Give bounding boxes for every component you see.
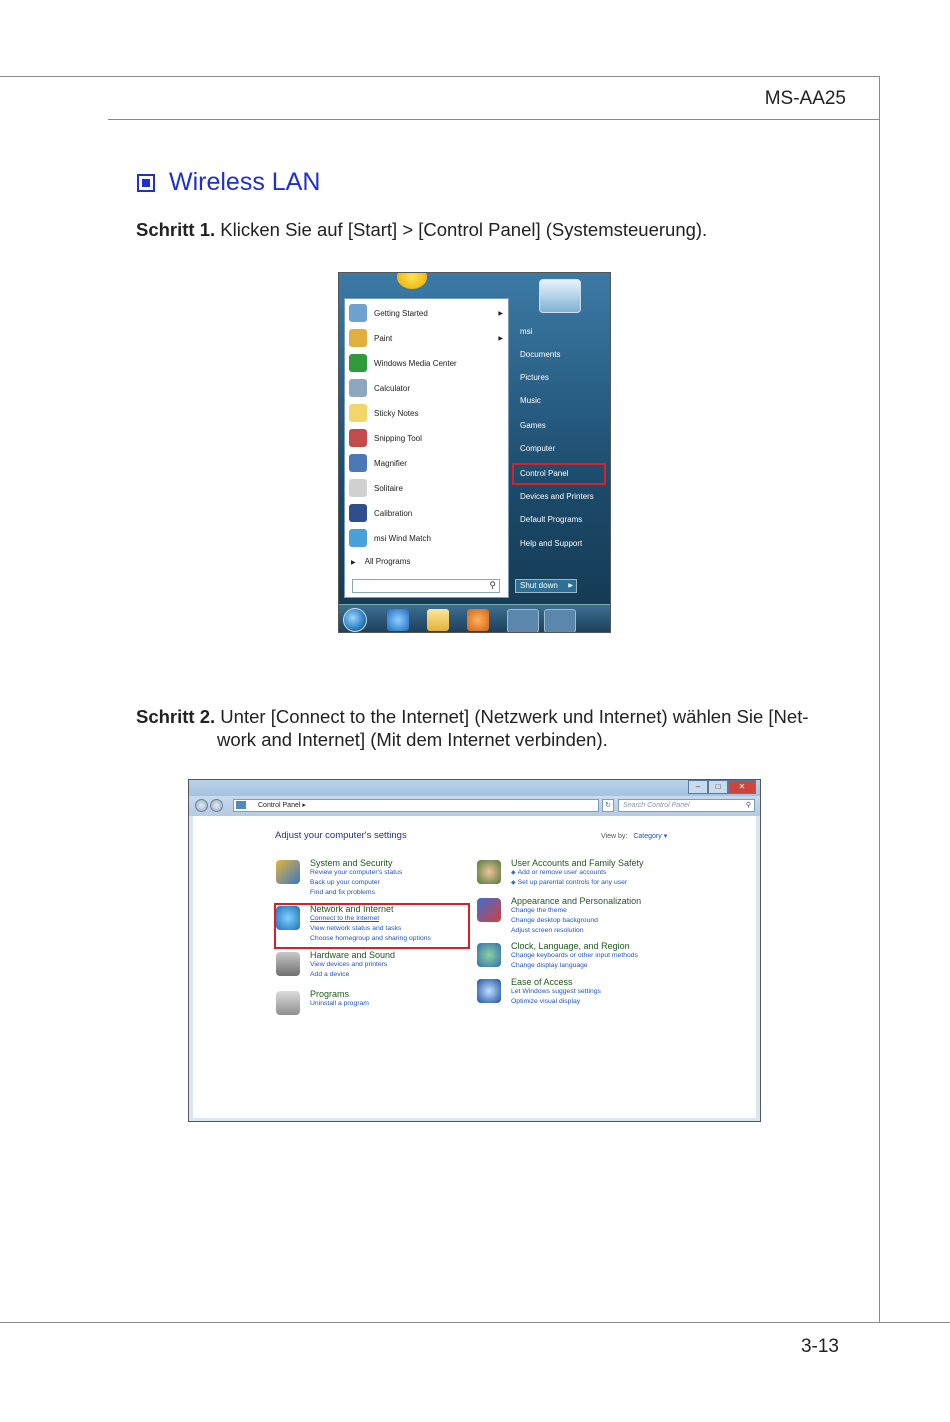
- section-title: Wireless LAN: [169, 168, 321, 196]
- minimize-icon[interactable]: –: [688, 780, 708, 794]
- start-program-item[interactable]: [349, 476, 507, 500]
- category-link[interactable]: Change display language: [511, 962, 588, 969]
- category-link[interactable]: Optimize visual display: [511, 998, 581, 1005]
- view-by-value: Category: [633, 833, 662, 840]
- snipping-tool-icon: [349, 429, 367, 447]
- folder-icon[interactable]: [427, 609, 449, 631]
- category-title[interactable]: Hardware and Sound: [310, 950, 396, 960]
- category-link[interactable]: Choose homegroup and sharing options: [310, 935, 431, 942]
- start-program-item[interactable]: [349, 351, 507, 375]
- forward-icon[interactable]: [210, 799, 223, 812]
- start-program-label: Sticky Notes: [374, 408, 419, 418]
- clock-language-icon[interactable]: [477, 943, 501, 967]
- step-1: [136, 218, 707, 241]
- view-by-dropdown[interactable]: Category ▾: [633, 833, 668, 840]
- calibration-icon: [349, 504, 367, 522]
- start-place-item[interactable]: Computer: [520, 444, 556, 453]
- control-panel-taskbar-icon[interactable]: [544, 609, 576, 633]
- control-panel-icon: [236, 801, 246, 809]
- start-place-item[interactable]: Help and Support: [520, 539, 583, 548]
- address-bar: [189, 796, 760, 816]
- calculator-icon: [349, 379, 367, 397]
- start-orb-icon[interactable]: [343, 608, 367, 632]
- paint-taskbar-icon[interactable]: [507, 609, 539, 633]
- window-titlebar: [189, 780, 760, 796]
- start-place-item[interactable]: Devices and Printers: [520, 492, 594, 501]
- chevron-right-icon[interactable]: ▶: [568, 583, 573, 589]
- start-program-label: Snipping Tool: [374, 433, 422, 443]
- media-player-icon[interactable]: [467, 609, 489, 631]
- category-link[interactable]: View network status and tasks: [310, 925, 402, 932]
- category-link[interactable]: Change desktop background: [511, 917, 598, 924]
- control-panel-highlight-box: [512, 463, 606, 485]
- wind-match-icon: [349, 529, 367, 547]
- all-programs[interactable]: ▶ All Programs: [351, 557, 410, 566]
- refresh-icon[interactable]: ↻: [602, 799, 614, 812]
- start-place-item[interactable]: Control Panel: [520, 469, 569, 478]
- step-2: [136, 705, 809, 751]
- step-2-continuation: work and Internet] (Mit dem Internet verbinden).: [217, 729, 608, 750]
- category-link[interactable]: ◆ Add or remove user accounts: [511, 869, 606, 876]
- category-link[interactable]: Review your computer's status: [310, 869, 403, 876]
- start-program-label: Magnifier: [374, 458, 407, 468]
- start-program-item[interactable]: [349, 501, 507, 525]
- start-program-item[interactable]: [349, 451, 507, 475]
- section-heading: [137, 168, 320, 197]
- category-title[interactable]: Programs: [310, 989, 350, 999]
- start-menu-screenshot: [338, 272, 611, 633]
- header-rule: [108, 119, 880, 120]
- start-program-item[interactable]: [349, 526, 507, 550]
- category-link[interactable]: Find and fix problems: [310, 889, 375, 896]
- solitaire-icon: [349, 479, 367, 497]
- control-panel-screenshot: [188, 779, 761, 1122]
- internet-explorer-icon[interactable]: [387, 609, 409, 631]
- search-icon: ⚲: [489, 580, 496, 590]
- start-program-label: Solitaire: [374, 483, 403, 493]
- bottom-rule: [0, 1322, 950, 1323]
- start-program-label: msi Wind Match: [374, 533, 431, 543]
- start-program-item[interactable]: [349, 401, 507, 425]
- system-security-icon[interactable]: [276, 860, 300, 884]
- page-title: Adjust your computer's settings: [275, 830, 407, 841]
- start-program-item[interactable]: [349, 301, 507, 325]
- appearance-icon[interactable]: [477, 898, 501, 922]
- start-place-item[interactable]: Pictures: [520, 373, 549, 382]
- search-icon: ⚲: [745, 802, 751, 809]
- start-place-item[interactable]: Documents: [520, 350, 561, 359]
- start-menu-places-pane: [514, 273, 611, 603]
- start-program-item[interactable]: [349, 376, 507, 400]
- step-2-text: Unter [Connect to the Internet] (Netzwerk und Internet) wählen Sie [Net-: [215, 706, 809, 727]
- start-program-label: Getting Started: [374, 308, 428, 318]
- category-title[interactable]: Ease of Access: [511, 977, 573, 987]
- step-1-label: Schritt 1.: [136, 219, 216, 240]
- search-input[interactable]: [618, 799, 755, 812]
- shutdown-button[interactable]: [515, 579, 577, 593]
- category-title[interactable]: Network and Internet: [310, 904, 394, 914]
- category-link[interactable]: Change keyboards or other input methods: [511, 952, 638, 959]
- maximize-icon[interactable]: □: [708, 780, 728, 794]
- shutdown-label: Shut down: [520, 581, 558, 590]
- chevron-right-icon[interactable]: ▶: [498, 310, 503, 317]
- hardware-sound-icon[interactable]: [276, 952, 300, 976]
- category-title[interactable]: Appearance and Personalization: [511, 896, 642, 906]
- start-place-item[interactable]: Games: [520, 421, 546, 430]
- category-link[interactable]: Uninstall a program: [310, 1000, 369, 1007]
- model-number: MS-AA25: [764, 88, 846, 109]
- back-icon[interactable]: [195, 799, 208, 812]
- getting-started-icon: [349, 304, 367, 322]
- breadcrumb[interactable]: Control Panel: [258, 802, 301, 809]
- category-link[interactable]: Let Windows suggest settings: [511, 988, 601, 995]
- chevron-right-icon[interactable]: ▶: [498, 335, 503, 342]
- network-internet-icon[interactable]: [276, 906, 300, 930]
- start-place-item[interactable]: Music: [520, 396, 541, 405]
- category-link[interactable]: View devices and printers: [310, 961, 388, 968]
- programs-icon[interactable]: [276, 991, 300, 1015]
- control-panel-content: [193, 816, 756, 1118]
- start-search-input[interactable]: [352, 579, 500, 593]
- category-link[interactable]: Back up your computer: [310, 879, 380, 886]
- view-by-label: View by:: [601, 833, 628, 840]
- user-accounts-icon[interactable]: [477, 860, 501, 884]
- close-icon[interactable]: ✕: [728, 780, 756, 794]
- category-title[interactable]: Clock, Language, and Region: [511, 941, 630, 951]
- category-link[interactable]: Change the theme: [511, 907, 567, 914]
- start-program-label: Calculator: [374, 383, 411, 393]
- start-program-item[interactable]: [349, 326, 507, 350]
- category-link[interactable]: ◆ Set up parental controls for any user: [511, 879, 627, 886]
- start-program-label: Paint: [374, 333, 393, 343]
- category-link[interactable]: Adjust screen resolution: [511, 927, 584, 934]
- page-number: 3-13: [800, 1336, 839, 1357]
- magnifier-icon: [349, 454, 367, 472]
- media-center-icon: [349, 354, 367, 372]
- start-program-item[interactable]: [349, 426, 507, 450]
- category-title[interactable]: User Accounts and Family Safety: [511, 858, 644, 868]
- start-program-label: Windows Media Center: [374, 358, 457, 368]
- checkbox-bullet-icon: [137, 174, 155, 192]
- taskbar: [339, 604, 611, 633]
- category-link[interactable]: Add a device: [310, 971, 350, 978]
- start-place-item[interactable]: Default Programs: [520, 515, 583, 524]
- top-rule: [0, 76, 880, 77]
- view-by: [601, 832, 667, 840]
- flower-picture-icon: [397, 272, 427, 289]
- category-link[interactable]: Connect to the Internet: [310, 915, 380, 922]
- category-title[interactable]: System and Security: [310, 858, 393, 868]
- paint-icon: [349, 329, 367, 347]
- ease-of-access-icon[interactable]: [477, 979, 501, 1003]
- sticky-notes-icon: [349, 404, 367, 422]
- start-menu-programs-pane: [344, 298, 509, 598]
- start-place-item[interactable]: msi: [520, 327, 533, 336]
- search-placeholder: Search Control Panel: [623, 802, 690, 809]
- right-frame-line: [879, 76, 880, 1323]
- step-2-label: Schritt 2.: [136, 706, 216, 727]
- step-1-text: Klicken Sie auf [Start] > [Control Panel] (Systemsteuerung).: [215, 219, 708, 240]
- address-input[interactable]: Control Panel ▸: [233, 799, 599, 812]
- start-program-label: Calibration: [374, 508, 413, 518]
